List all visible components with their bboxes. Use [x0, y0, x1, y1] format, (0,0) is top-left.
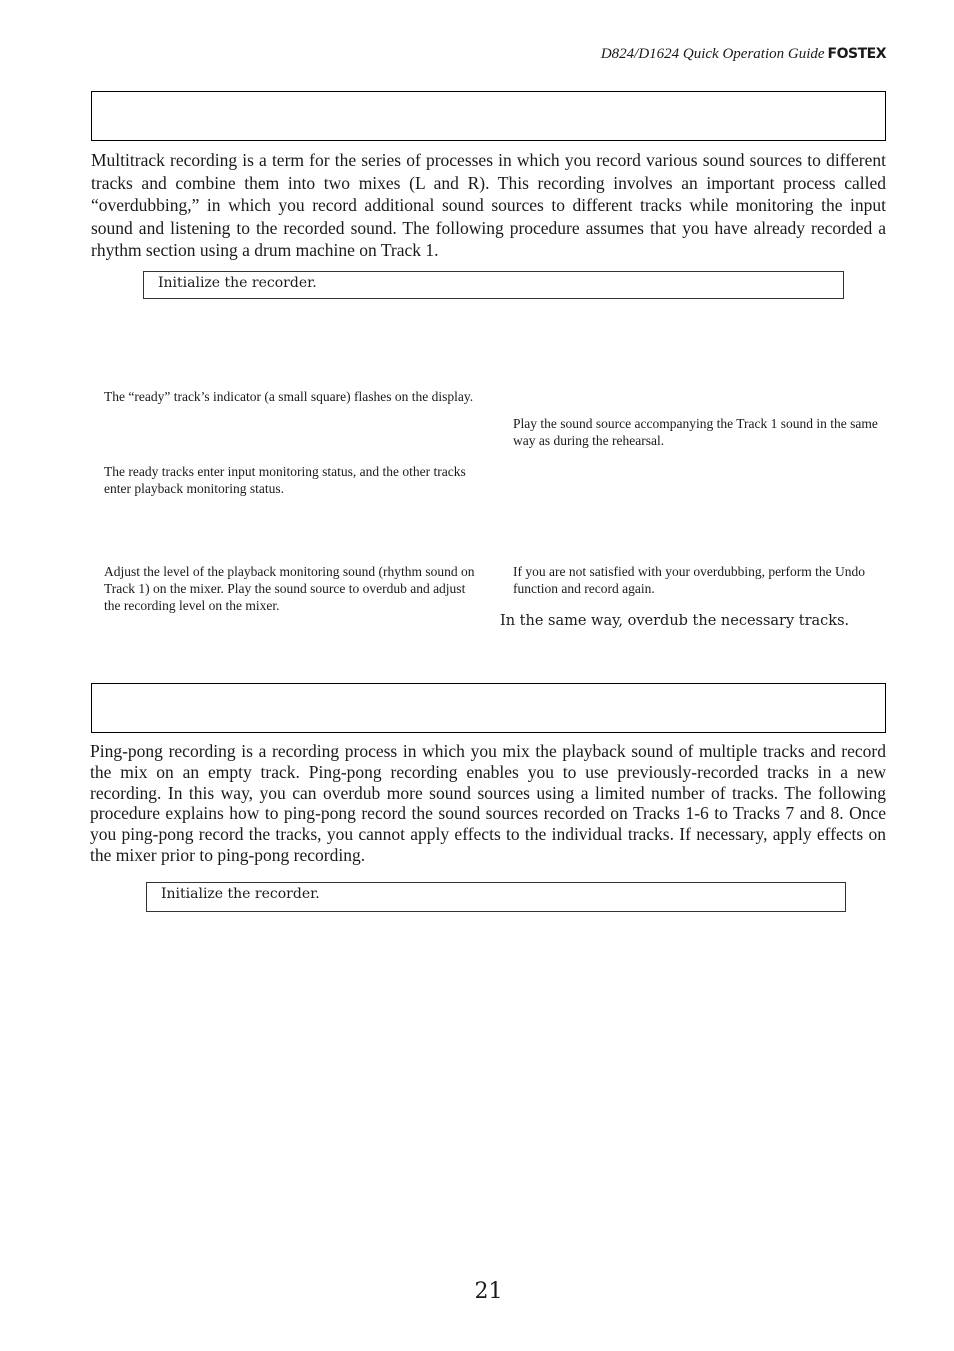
section1-intro: Multitrack recording is a term for the series of processes in which you record various sound sources to different tracks and combine them into two mixes (L and R). This recording involves an important process called “overdubbing,” in which you record additional sound sources to different tracks while monitoring the input sound and listening to the recorded sound. The following procedure assumes that you have already recorded a rhythm section using a drum machine on Track 1. [91, 150, 886, 260]
page-number: 21 [474, 1279, 503, 1304]
note-undo: If you are not satisfied with your overdubbing, perform the Undo function and record again. [513, 564, 866, 596]
guide-title: D824/D1624 Quick Operation Guide [600, 46, 825, 62]
note-ready-indicator: The “ready” track’s indicator (a small square) flashes on the display. [104, 389, 474, 404]
note-adjust-level: Adjust the level of the playback monitoring sound (rhythm sound on Track 1) on the mixer. Play the sound source to overdub and adjust the recording level on the mixer. [104, 564, 475, 613]
section1-title-box [91, 91, 886, 141]
brand-logo: FOSTEX [827, 46, 886, 62]
section2-step-box: Initialize the recorder. [146, 882, 846, 912]
running-header [601, 46, 886, 63]
section2-title-box [91, 683, 886, 733]
note-play-source: Play the sound source accompanying the Track 1 sound in the same way as during the rehearsal. [513, 416, 878, 448]
section1-closing: In the same way, overdub the necessary tracks. [500, 613, 850, 629]
note-monitoring-status: The ready tracks enter input monitoring status, and the other tracks enter playback monitoring status. [104, 464, 466, 496]
section2-intro: Ping-pong recording is a recording process in which you mix the playback sound of multiple tracks and record the mix on an empty track. Ping-pong recording enables you to use previously-recorded tracks in a new recording. In this way, you can overdub more sound sources using a limited number of tracks. The following procedure explains how to ping-pong record the sound sources recorded on Tracks 1-6 to Tracks 7 and 8. Once you ping-pong record the tracks, you cannot apply effects to the individual tracks. If necessary, apply effects on the mixer prior to ping-pong recording. [90, 741, 886, 865]
section1-step-box: Initialize the recorder. [143, 271, 844, 299]
